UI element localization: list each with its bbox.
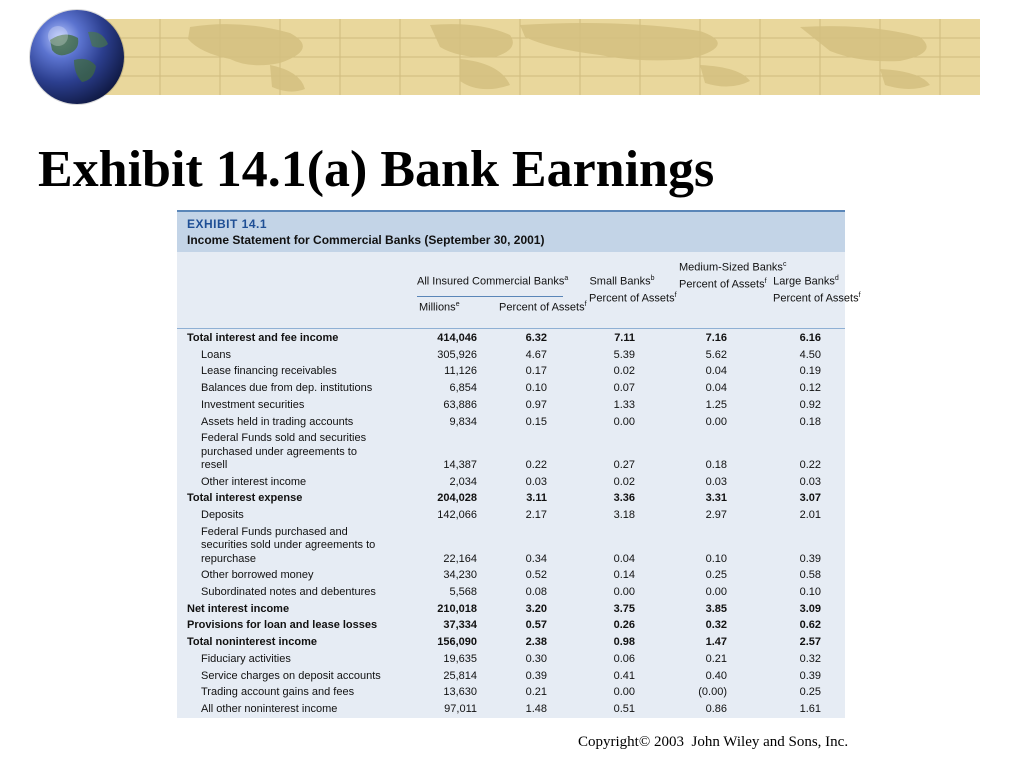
header-millions-sup: e [455, 301, 460, 308]
row-value-col1: 210,018 [437, 602, 477, 615]
table-row [177, 603, 845, 620]
column-headers [177, 256, 861, 332]
row-value-col1: 22,164 [443, 552, 477, 565]
header-large-percent-sup: f [858, 291, 861, 299]
row-value-col3: 0.27 [613, 458, 635, 471]
row-value-col2: 4.67 [525, 348, 547, 361]
row-value-col4: 0.00 [705, 415, 727, 428]
table-row [177, 492, 845, 509]
table-row [177, 670, 845, 687]
slide-title: Exhibit 14.1(a) Bank Earnings [38, 141, 715, 198]
row-value-col4: 0.10 [705, 552, 727, 565]
header-large-sup: d [834, 275, 839, 282]
table-row [177, 653, 845, 670]
header-medium-text: Medium-Sized Banks [679, 261, 783, 274]
row-value-col4: 2.97 [705, 509, 727, 522]
table-row [177, 686, 845, 703]
row-value-col3: 0.14 [613, 569, 635, 582]
row-value-col4: 3.85 [705, 602, 727, 615]
row-value-col1: 25,814 [443, 669, 477, 682]
row-value-col4: 1.25 [705, 398, 727, 411]
row-value-col1: 63,886 [443, 398, 477, 411]
row-value-col4: 3.31 [705, 492, 727, 505]
row-value-col2: 3.11 [526, 492, 547, 505]
row-label: Loans [201, 348, 231, 361]
world-map-graphic [100, 19, 980, 95]
row-value-col5: 3.09 [799, 602, 821, 615]
row-value-col5: 2.01 [799, 509, 821, 522]
header-all-insured-text: All Insured Commercial Banks [417, 275, 565, 288]
row-label [201, 432, 426, 472]
row-label-line: purchased under agreements to [201, 445, 357, 458]
row-value-col3: 0.26 [613, 619, 635, 632]
row-value-col5: 0.12 [799, 382, 821, 395]
row-value-col5: 0.62 [799, 619, 821, 632]
row-value-col1: 414,046 [437, 332, 477, 344]
globe-icon [30, 10, 124, 104]
row-value-col1: 142,066 [437, 509, 477, 522]
copyright-notice: Copyright© 2003 John Wiley and Sons, Inc. [578, 734, 849, 750]
row-label-line: repurchase [201, 552, 257, 565]
header-percent-all-text: Percent of Assets [499, 301, 585, 314]
row-label: Deposits [201, 509, 244, 522]
row-value-col3: 5.39 [613, 348, 635, 361]
row-value-col3: 3.75 [613, 602, 635, 615]
header-medium-banks [679, 258, 787, 291]
row-value-col1: 37,334 [443, 619, 477, 632]
row-value-col4: 0.04 [705, 382, 727, 395]
header-small-percent: Percent of Assets [589, 292, 675, 305]
row-value-col2: 2.17 [525, 509, 547, 522]
table-row [177, 476, 845, 493]
row-value-col5: 0.22 [799, 458, 821, 471]
row-label [201, 526, 426, 566]
exhibit-caption: Income Statement for Commercial Banks (September 30, 2001) [187, 233, 545, 247]
row-value-col5: 0.32 [799, 652, 821, 665]
table-row [177, 349, 845, 366]
row-value-col2: 0.39 [525, 669, 547, 682]
row-label: Total noninterest income [187, 636, 317, 649]
row-value-col3: 7.11 [614, 332, 635, 344]
row-value-col3: 0.06 [613, 652, 635, 665]
table-row [177, 365, 845, 382]
table-row [177, 526, 845, 570]
row-label-line: resell [201, 459, 228, 471]
table-row [177, 416, 845, 433]
exhibit-number: EXHIBIT 14.1 [187, 217, 268, 231]
row-label: Service charges on deposit accounts [201, 669, 381, 682]
row-value-col1: 19,635 [443, 652, 477, 665]
row-value-col3: 0.07 [613, 382, 635, 395]
row-label: Investment securities [201, 398, 305, 411]
row-label: Subordinated notes and debentures [201, 586, 376, 598]
row-value-col1: 6,854 [449, 382, 477, 395]
row-value-col3: 0.02 [613, 365, 635, 378]
row-label: Assets held in trading accounts [201, 415, 354, 428]
exhibit-table-panel [177, 210, 861, 718]
table-row [177, 619, 845, 636]
row-value-col2: 0.15 [525, 415, 547, 428]
row-label: Other borrowed money [201, 569, 314, 582]
row-value-col5: 0.58 [799, 569, 821, 582]
header-large-banks [773, 272, 861, 305]
row-value-col3: 0.04 [613, 552, 635, 565]
row-value-col1: 204,028 [437, 492, 477, 505]
row-value-col2: 0.22 [525, 458, 547, 471]
row-value-col5: 0.39 [799, 669, 821, 682]
header-millions-text: Millions [419, 301, 456, 314]
row-value-col4: 0.86 [705, 702, 727, 715]
row-value-col4: (0.00) [698, 686, 727, 699]
header-percent-all [499, 298, 587, 315]
row-value-col4: 0.00 [705, 586, 727, 598]
row-value-col5: 0.03 [799, 475, 821, 488]
row-value-col4: 0.21 [705, 652, 727, 665]
row-value-col5: 0.18 [799, 415, 821, 428]
exhibit-header [177, 210, 845, 252]
row-value-col2: 0.08 [525, 586, 547, 598]
table-row [177, 703, 845, 720]
header-rule [177, 328, 845, 329]
row-value-col5: 4.50 [799, 348, 821, 361]
row-value-col2: 1.48 [525, 702, 547, 715]
row-value-col3: 0.00 [613, 686, 635, 699]
row-label-line: Federal Funds purchased and [201, 525, 348, 538]
table-row [177, 382, 845, 399]
row-value-col2: 0.17 [525, 365, 547, 378]
row-value-col5: 1.61 [799, 702, 821, 715]
row-value-col5: 0.92 [799, 398, 821, 411]
row-value-col5: 0.19 [799, 365, 821, 378]
row-value-col2: 0.34 [525, 552, 547, 565]
row-value-col2: 0.03 [525, 475, 547, 488]
row-value-col5: 6.16 [799, 332, 821, 344]
row-value-col4: 0.04 [705, 365, 727, 378]
row-value-col2: 0.97 [525, 398, 547, 411]
row-value-col4: 1.47 [705, 636, 727, 649]
header-percent-all-sup: f [584, 301, 587, 308]
row-value-col3: 0.00 [613, 415, 635, 428]
header-small-banks [589, 272, 677, 305]
row-value-col5: 3.07 [799, 492, 821, 505]
row-label: Other interest income [201, 475, 307, 488]
table-row [177, 569, 845, 586]
header-small-percent-sup: f [674, 291, 677, 299]
row-value-col2: 6.32 [525, 332, 547, 344]
row-value-col1: 13,630 [443, 686, 477, 699]
row-value-col2: 0.57 [525, 619, 547, 632]
row-value-col1: 9,834 [449, 415, 477, 428]
row-label: Provisions for loan and lease losses [187, 619, 378, 632]
row-value-col5: 0.39 [799, 552, 821, 565]
row-label-line: securities sold under agreements to [201, 539, 376, 552]
row-value-col1: 11,126 [444, 365, 477, 378]
header-millions [419, 298, 479, 315]
row-value-col4: 0.40 [705, 669, 727, 682]
row-value-col4: 0.03 [705, 475, 727, 488]
row-value-col2: 0.21 [525, 686, 547, 699]
row-value-col5: 0.25 [799, 686, 821, 699]
table-row [177, 432, 845, 476]
header-large-percent: Percent of Assets [773, 292, 859, 305]
row-value-col2: 0.52 [525, 569, 547, 582]
row-value-col3: 0.00 [613, 586, 635, 598]
row-value-col3: 0.41 [613, 669, 635, 682]
row-value-col3: 0.51 [613, 702, 635, 715]
header-medium-percent: Percent of Assets [679, 278, 765, 291]
row-value-col1: 14,387 [443, 458, 477, 471]
row-value-col3: 0.98 [613, 636, 635, 649]
row-value-col3: 3.36 [613, 492, 635, 505]
row-value-col4: 5.62 [705, 348, 727, 361]
row-value-col1: 305,926 [437, 348, 477, 361]
table-row [177, 509, 845, 526]
row-label: Trading account gains and fees [201, 686, 355, 699]
row-value-col5: 2.57 [799, 636, 821, 649]
header-all-insured [417, 272, 569, 289]
row-label: Fiduciary activities [201, 652, 291, 665]
row-label-line: Federal Funds sold and securities [201, 432, 367, 445]
group-header-underline [417, 296, 563, 297]
table-row [177, 636, 845, 653]
row-label: Balances due from dep. institutions [201, 382, 373, 395]
row-value-col2: 0.30 [525, 652, 547, 665]
row-value-col3: 3.18 [613, 509, 635, 522]
row-value-col4: 0.18 [705, 458, 727, 471]
row-label: Total interest and fee income [187, 332, 339, 344]
row-value-col4: 0.25 [705, 569, 727, 582]
row-label: Lease financing receivables [201, 365, 337, 378]
row-label: Net interest income [187, 602, 290, 615]
row-value-col1: 97,011 [444, 702, 477, 715]
header-medium-sup: c [782, 261, 787, 268]
row-value-col2: 0.10 [525, 382, 547, 395]
row-value-col1: 156,090 [437, 636, 477, 649]
table-row [177, 399, 845, 416]
row-value-col1: 2,034 [449, 475, 477, 488]
row-value-col1: 5,568 [449, 586, 477, 598]
row-value-col1: 34,230 [443, 569, 477, 582]
row-value-col3: 1.33 [613, 398, 635, 411]
row-value-col4: 7.16 [705, 332, 727, 344]
row-value-col2: 3.20 [525, 602, 547, 615]
row-value-col5: 0.10 [799, 586, 821, 598]
table-row [177, 332, 845, 349]
row-value-col2: 2.38 [525, 636, 547, 649]
header-banner [100, 19, 980, 95]
row-label: Total interest expense [187, 492, 303, 505]
header-medium-percent-sup: f [764, 277, 767, 285]
row-label: All other noninterest income [201, 702, 338, 715]
header-small-sup: b [650, 275, 655, 282]
row-value-col3: 0.02 [613, 475, 635, 488]
table-row [177, 586, 845, 603]
header-small-text: Small Banks [589, 275, 651, 288]
header-all-insured-sup: a [564, 275, 569, 282]
header-large-text: Large Banks [773, 275, 835, 288]
row-value-col4: 0.32 [705, 619, 727, 632]
